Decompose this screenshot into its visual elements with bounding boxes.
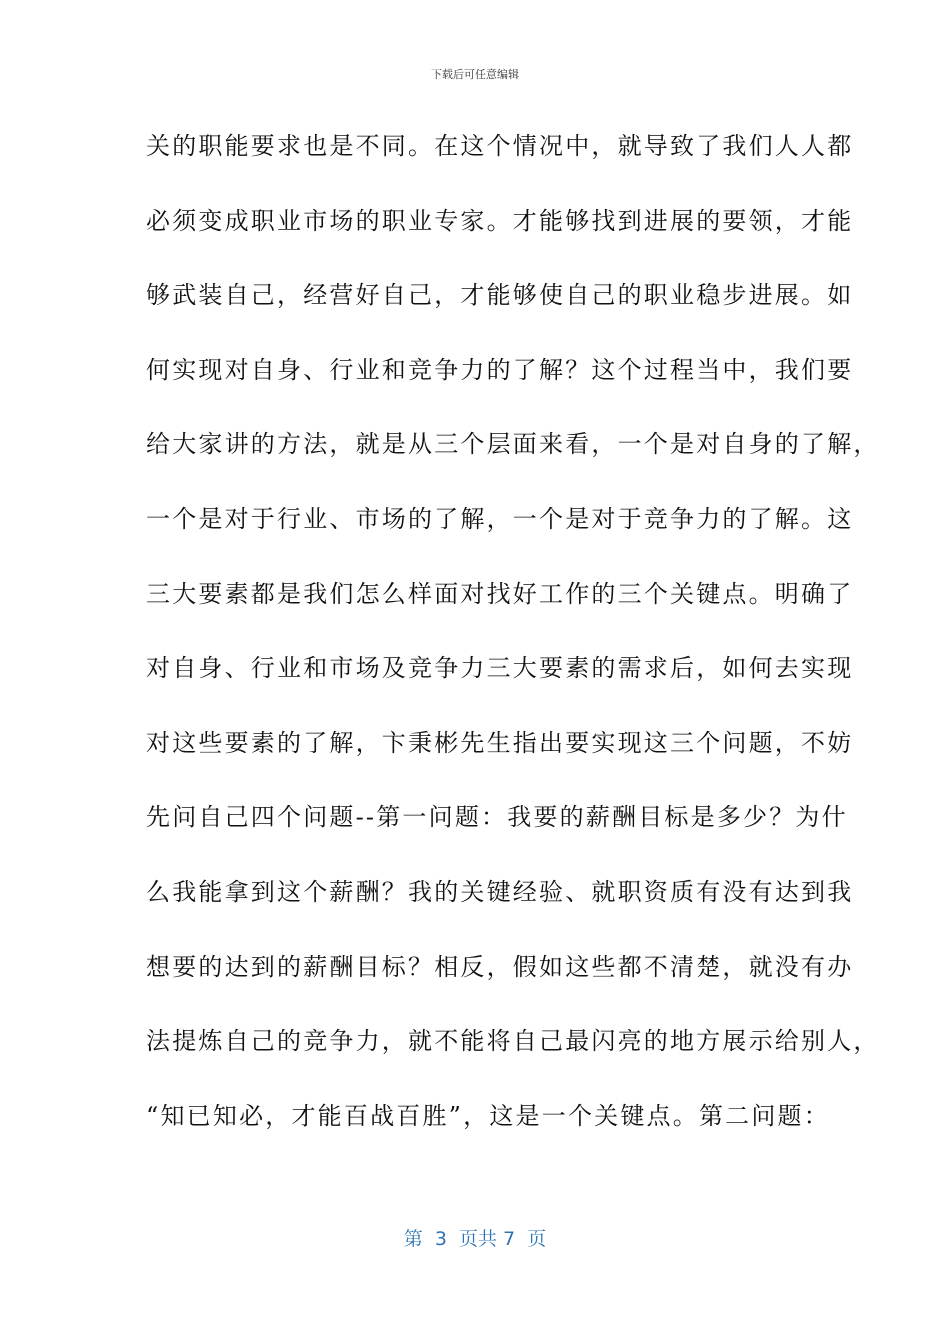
body-line: 想要的达到的薪酬目标？相反，假如这些都不清楚，就没有办 bbox=[146, 952, 854, 981]
body-line: 法提炼自己的竞争力，就不能将自己最闪亮的地方展示给别人， bbox=[146, 1027, 880, 1056]
body-line: 么我能拿到这个薪酬？我的关键经验、就职资质有没有达到我 bbox=[146, 877, 854, 906]
body-line: 关的职能要求也是不同。在这个情况中，就导致了我们人人都 bbox=[146, 132, 854, 160]
body-line: 给大家讲的方法，就是从三个层面来看，一个是对自身的了解， bbox=[146, 430, 880, 459]
page-number-footer: 第 3 页共 7 页 bbox=[403, 1228, 547, 1250]
body-line: “知已知必，才能百战百胜”，这是一个关键点。第二问题： bbox=[146, 1101, 830, 1130]
page-header: 下载后可任意编辑 bbox=[431, 68, 519, 81]
body-text bbox=[146, 124, 880, 1168]
body-line: 必须变成职业市场的职业专家。才能够找到进展的要领，才能 bbox=[146, 206, 854, 235]
body-line: 何实现对自身、行业和竞争力的了解？这个过程当中，我们要 bbox=[146, 355, 854, 384]
body-line: 三大要素都是我们怎么样面对找好工作的三个关键点。明确了 bbox=[146, 579, 854, 608]
body-line: 够武装自己，经营好自己，才能够使自己的职业稳步进展。如 bbox=[146, 281, 854, 310]
body-line: 先问自己四个问题--第一问题：我要的薪酬目标是多少？为什 bbox=[146, 803, 848, 832]
body-line: 对自身、行业和市场及竞争力三大要素的需求后，如何去实现 bbox=[146, 654, 854, 683]
body-line: 对这些要素的了解，卞秉彬先生指出要实现这三个问题，不妨 bbox=[146, 728, 854, 757]
body-line: 一个是对于行业、市场的了解，一个是对于竞争力的了解。这 bbox=[146, 504, 854, 533]
